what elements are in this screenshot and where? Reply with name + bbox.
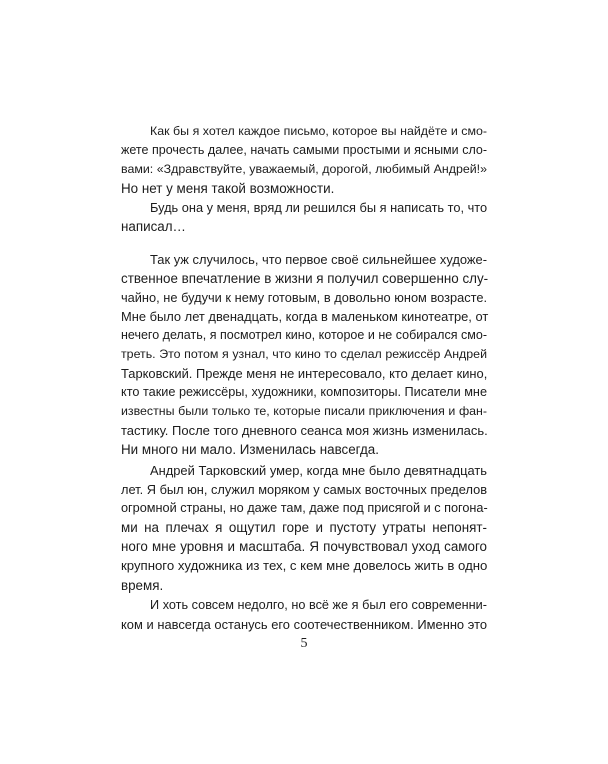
text-line: написал… xyxy=(121,219,186,234)
text-line: огромной страны, но даже там, даже под присягой и с погона- xyxy=(121,501,488,515)
text-line: тастику. После того дневного сеанса моя жизнь изменилась. xyxy=(121,423,488,438)
text-line: ком и навсегда останусь его соотечественником. Именно это xyxy=(121,617,487,632)
text-line: вами: «Здравствуйте, уважаемый, дорогой, любимый Андрей!» xyxy=(121,162,487,176)
text-line: крупного художника из тех, с кем мне довелось жить в одно xyxy=(121,558,488,573)
text-line: нечего делать, я посмотрел кино, которое и не собирался смо- xyxy=(121,328,487,342)
text-line: кто такие режиссёры, художники, композиторы. Писатели мне xyxy=(121,385,487,399)
text-line: И хоть совсем недолго, но всё же я был его современни- xyxy=(150,598,487,612)
text-line: жете прочесть далее, начать самыми простыми и ясными сло- xyxy=(121,143,487,157)
text-line: ного мне уровня и масштаба. Я почувствовал уход самого xyxy=(121,539,487,554)
text-line: Тарковский. Прежде меня не интересовало, кто делает кино, xyxy=(121,366,488,381)
text-line: Андрей Тарковский умер, когда мне было девятнадцать xyxy=(150,463,487,478)
text-line: Но нет у меня такой возможности. xyxy=(121,181,335,196)
page-number: 5 xyxy=(300,636,308,651)
text-line: лет. Я был юн, служил моряком у самых восточных пределов xyxy=(121,482,487,497)
text-line: Так уж случилось, что первое своё сильнейшее художе- xyxy=(150,252,487,267)
text-line: ми на плечах я ощутил горе и пустоту утраты непонят- xyxy=(121,520,487,535)
text-line: время. xyxy=(121,578,164,593)
text-line: треть. Это потом я узнал, что кино то сделал режиссёр Андрей xyxy=(121,347,487,361)
text-line: известны были только те, которые писали приключения и фан- xyxy=(121,404,487,418)
text-line: Ни много ни мало. Изменилась навсегда. xyxy=(121,442,379,457)
text-line: ственное впечатление в жизни я получил совершенно слу- xyxy=(121,271,489,286)
text-line: Как бы я хотел каждое письмо, которое вы найдёте и смо- xyxy=(150,124,487,138)
text-line: Будь она у меня, вряд ли решился бы я написать то, что xyxy=(150,200,488,215)
text-line: чайно, не будучи к нему готовым, в довольно юном возрасте. xyxy=(121,290,487,305)
text-line: Мне было лет двенадцать, когда в маленьком кинотеатре, от xyxy=(121,309,489,324)
